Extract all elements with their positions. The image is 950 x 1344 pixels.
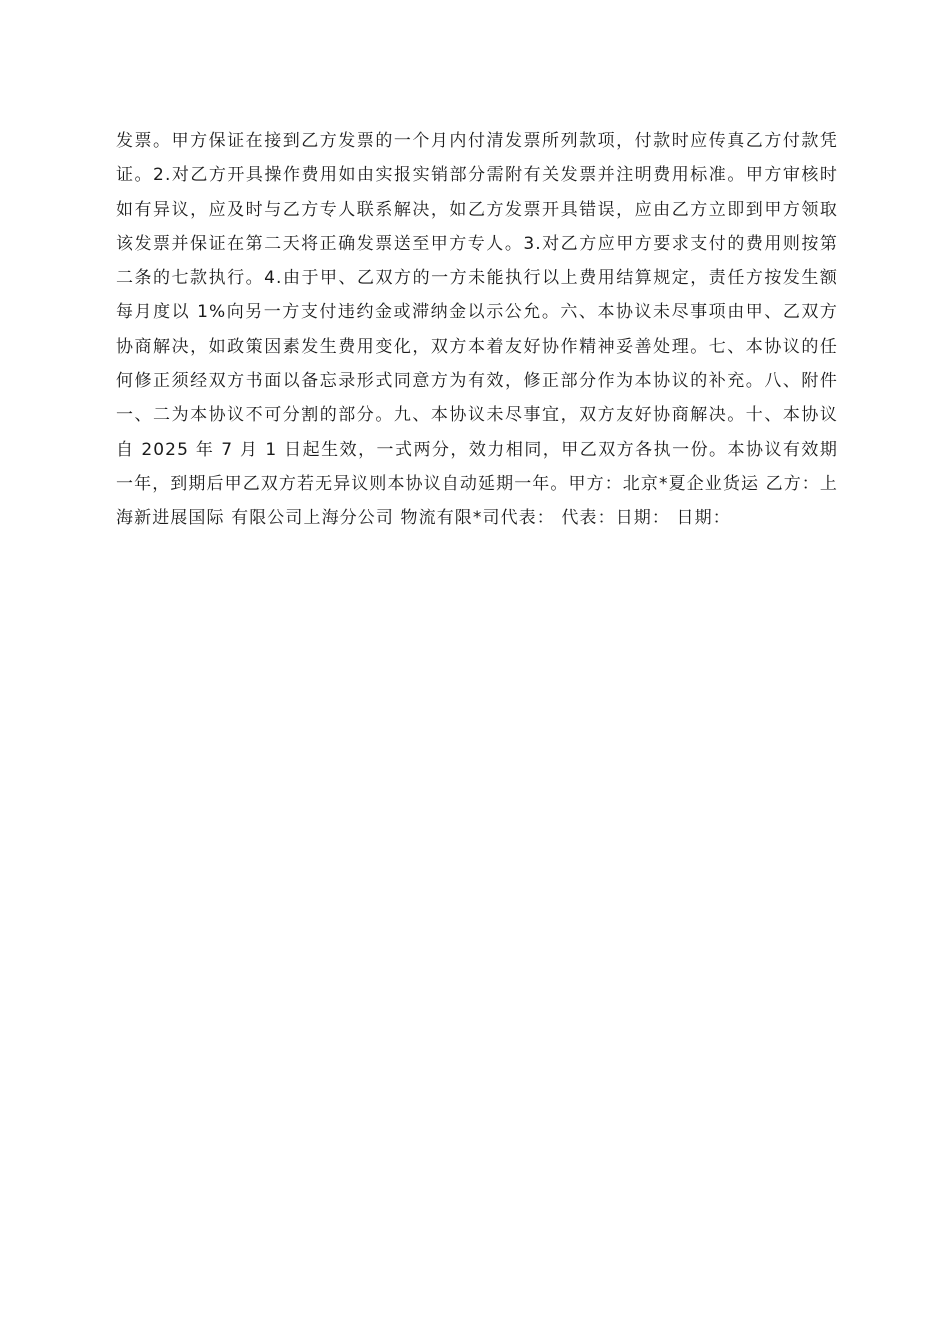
agreement-body-text: 发票。甲方保证在接到乙方发票的一个月内付清发票所列款项，付款时应传真乙方付款凭证。2.对乙方开具操作费用如由实报实销部分需附有关发票并注明费用标准。甲方审核时如有异议，应及时与乙方专人联系解决，如乙方发票开具错误，应由乙方立即到甲方领取该发票并保证在第二天将正确发票送至甲方专人。3.对乙方应甲方要求支付的费用则按第二条的七款执行。4.由于甲、乙双方的一方未能执行以上费用结算规定，责任方按发生额每月度以 1%向另一方支付违约金或滞纳金以示公允。六、本协议未尽事项由甲、乙双方协商解决，如政策因素发生费用变化，双方本着友好协作精神妥善处理。七、本协议的任何修正须经双方书面以备忘录形式同意方为有效，修正部分作为本协议的补充。八、附件一、二为本协议不可分割的部分。九、本协议未尽事宜，双方友好协商解决。十、本协议自 2025 年 7 月 1 日起生效，一式两分，效力相同，甲乙双方各执一份。本协议有效期一年，到期后甲乙双方若无异议则本协议自动延期一年。甲方：北京*夏企业货运 乙方：上海新进展国际 有限公司上海分公司 物流有限*司代表： 代表：日期： 日期： bbox=[116, 131, 839, 529]
